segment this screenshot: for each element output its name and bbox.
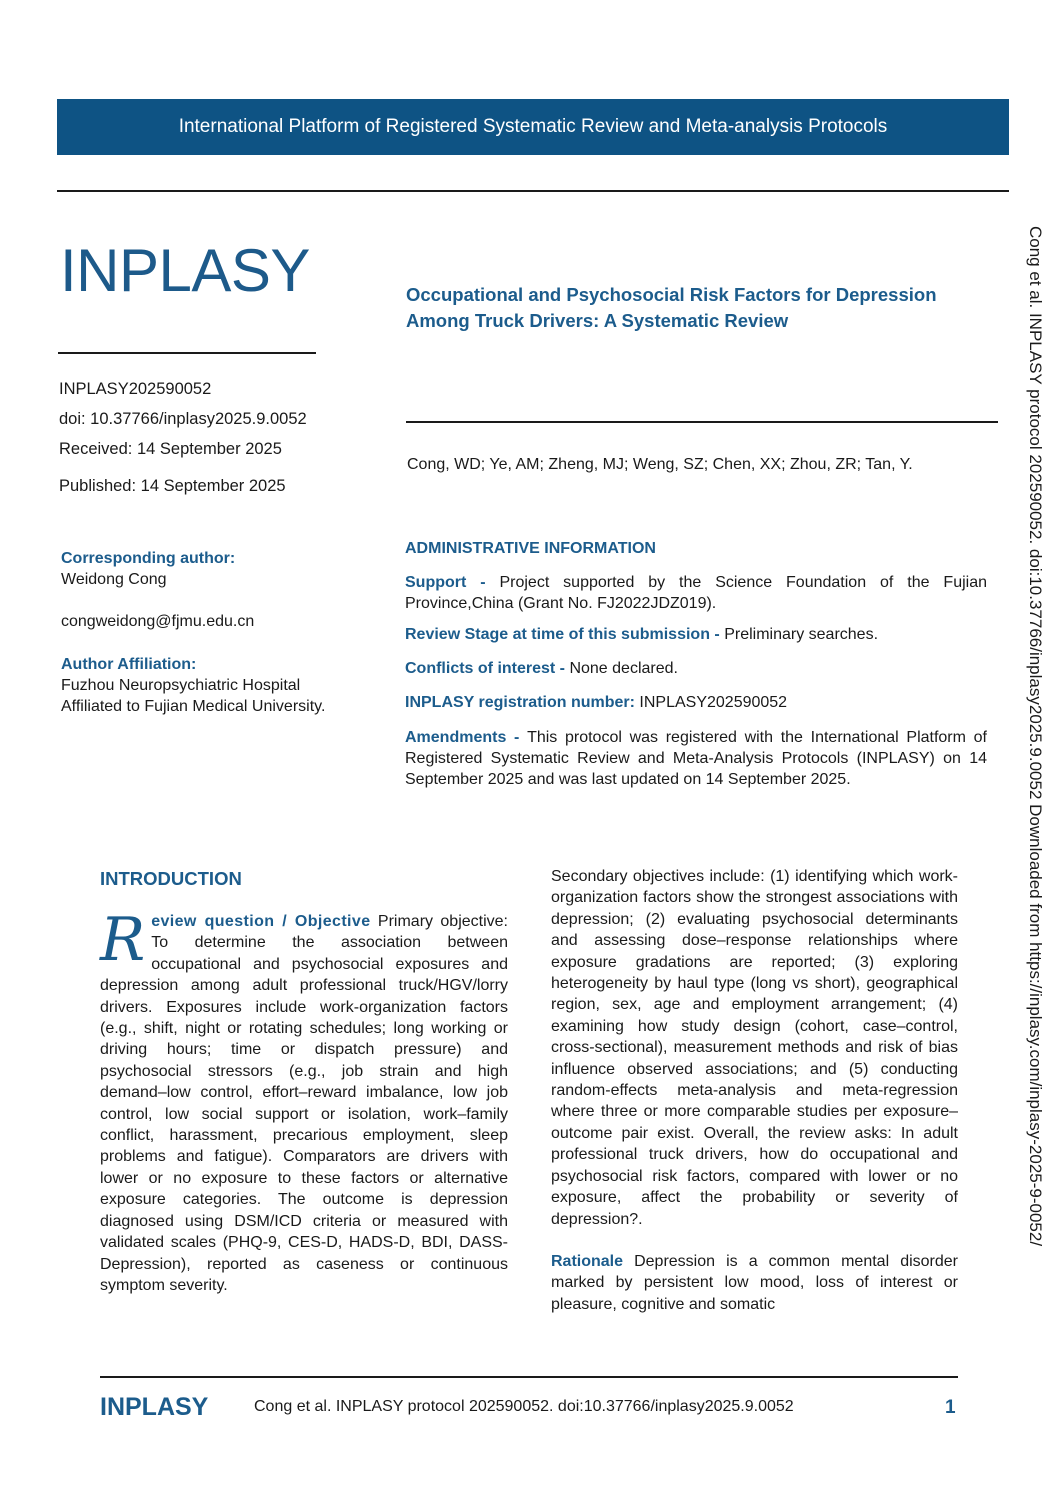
author-affiliation bbox=[61, 654, 336, 717]
review-question-label: eview question / Objective bbox=[151, 913, 371, 930]
rationale-text: Depression is a common mental disorder marked by persistent low mood, loss of interest or pleasure, cognitive and somatic bbox=[551, 1252, 958, 1313]
secondary-objectives-paragraph: Secondary objectives include: (1) identifying which work-organization factors show the strongest associations with depression; (2) evaluating psychosocial determinants and assessing dose–response relationships where exposure gradations are reported; (3) exploring heterogeneity by haul type (long vs short), geographical region, sex, age and employment arrangement; (4) examining how study design (cohort, case–control, cross-sectional), measurement methods and risk of bias influence observed associations; and (5) conducting random-effects meta-analysis and meta-regression where three or more comparable studies per exposure–outcome pair exist. Overall, the review asks: In adult professional truck drivers, how do occupational and psychosocial risk factors, compared with lower or no exposure, affect the probability or severity of depression?. bbox=[551, 868, 958, 1228]
published-date: Published: 14 September 2025 bbox=[59, 477, 286, 495]
review-question-text: Primary objective: To determine the association between occupational and psychosocial exposures and depression among adult professional truck/HGV/lorry drivers. Exposures include work-organization factors (e.g., shift, night or rotating schedules; long working or driving hours; time or dispatch pressure) and psychosocial stressors (e.g., job strain and high demand–low control, effort–reward imbalance, low job control, low social support or isolation, work–family conflict, harassment, precarious employment, sleep problems and fatigue). Comparators are drivers with lower or no exposure to these factors or alternative exposure categories. The outcome is depression diagnosed using DSM/ICD criteria or measured with validated scales (PHQ-9, CES-D, HADS-D, BDI, DASS-Depression), reported as caseness or continuous symptom severity. bbox=[100, 913, 509, 1294]
conflicts-of-interest bbox=[405, 658, 987, 679]
banner-title: International Platform of Registered Systematic Review and Meta-analysis Protocols bbox=[178, 116, 888, 137]
rationale-label: Rationale bbox=[551, 1252, 624, 1270]
footer-citation: Cong et al. INPLASY protocol 202590052. doi:10.37766/inplasy2025.9.0052 bbox=[254, 1398, 794, 1415]
amendments-label: Amendments - bbox=[405, 729, 528, 746]
corresponding-email[interactable]: congweidong@fjmu.edu.cn bbox=[61, 613, 255, 630]
registration-number bbox=[405, 692, 987, 713]
review-stage-text: Preliminary searches. bbox=[724, 626, 879, 643]
conflicts-text: None declared. bbox=[569, 660, 678, 677]
brand-logo: INPLASY bbox=[60, 237, 310, 304]
sidebar-citation bbox=[1023, 226, 1055, 1316]
corresponding-author-name: Weidong Cong bbox=[61, 571, 167, 588]
conflicts-label: Conflicts of interest - bbox=[405, 660, 570, 677]
support-info bbox=[405, 572, 987, 614]
doi[interactable]: doi: 10.37766/inplasy2025.9.0052 bbox=[59, 410, 307, 428]
registration-text: INPLASY202590052 bbox=[639, 694, 788, 711]
second-column bbox=[551, 866, 958, 1315]
received-date: Received: 14 September 2025 bbox=[59, 440, 282, 458]
review-question-paragraph bbox=[100, 905, 509, 1296]
affiliation-text: Fuzhou Neuropsychiatric Hospital Affiliated to Fujian Medical University. bbox=[61, 677, 326, 715]
introduction-heading: INTRODUCTION bbox=[100, 868, 242, 889]
admin-heading: ADMINISTRATIVE INFORMATION bbox=[405, 540, 656, 557]
support-text: Project supported by the Science Foundation of the Fujian Province,China (Grant No. FJ2022JDZ019). bbox=[405, 574, 987, 612]
support-label: Support - bbox=[405, 574, 500, 591]
affiliation-label: Author Affiliation: bbox=[61, 656, 197, 673]
header-banner bbox=[57, 99, 1009, 155]
brand-rule bbox=[58, 352, 316, 354]
article-title: Occupational and Psychosocial Risk Factors for Depression Among Truck Drivers: A Systematic Review bbox=[406, 284, 937, 331]
amendments bbox=[405, 727, 987, 790]
corresponding-author-label: Corresponding author: bbox=[61, 550, 236, 567]
review-stage bbox=[405, 624, 987, 645]
sidebar-citation-text: Cong et al. INPLASY protocol 202590052. doi:10.37766/inplasy2025.9.0052 Downloaded from https://inplasy.com/inplasy-2025-9-0052/ bbox=[1026, 226, 1045, 1247]
drop-cap: R bbox=[100, 905, 146, 975]
footer-brand: INPLASY bbox=[100, 1393, 209, 1421]
header-rule bbox=[57, 190, 1009, 192]
rationale-paragraph bbox=[551, 1251, 958, 1315]
footer-rule bbox=[100, 1376, 958, 1378]
review-stage-label: Review Stage at time of this submission - bbox=[405, 626, 725, 643]
page-number: 1 bbox=[945, 1397, 956, 1418]
registration-label: INPLASY registration number: bbox=[405, 694, 640, 711]
corresponding-author bbox=[61, 548, 341, 590]
author-list: Cong, WD; Ye, AM; Zheng, MJ; Weng, SZ; Chen, XX; Zhou, ZR; Tan, Y. bbox=[407, 456, 913, 473]
amendments-text: This protocol was registered with the International Platform of Registered Systematic Review and Meta-Analysis Protocols (INPLASY) on 14 September 2025 and was last updated on 14 September 2025. bbox=[405, 729, 987, 788]
title-rule bbox=[406, 421, 998, 423]
protocol-id: INPLASY202590052 bbox=[59, 380, 212, 398]
